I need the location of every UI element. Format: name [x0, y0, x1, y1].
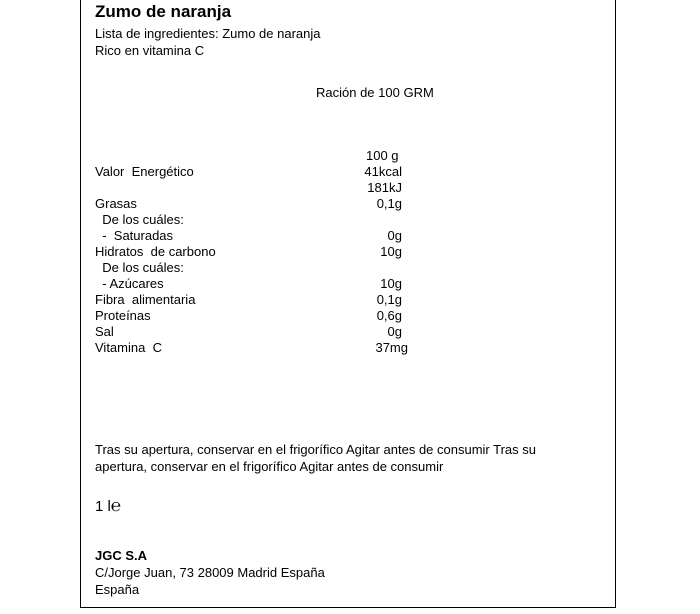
row-value-protein: 0,6g [376, 308, 402, 323]
net-quantity [95, 496, 121, 516]
row-value-vitamin-c: 37mg [375, 340, 408, 355]
row-label-saturated: - Saturadas [95, 228, 174, 243]
serving-size: Ración de 100 GRM [316, 85, 434, 100]
storage-instructions: Tras su apertura, conservar en el frigorífico Agitar antes de consumir Tras su apertura, conservar en el frigorífico Agitar antes de consumir [95, 442, 536, 474]
row-value-energy-kj: 181kJ [367, 180, 402, 195]
row-label-protein: Proteínas [95, 308, 151, 323]
row-value-sugars: 10g [380, 276, 402, 291]
row-label-sugars: - Azúcares [95, 276, 164, 291]
row-label-vitamin-c: Vitamina C [95, 340, 162, 355]
row-value-fat: 0,1g [376, 196, 402, 211]
row-label-fat: Grasas [95, 196, 137, 211]
row-label-carbs: Hidratos de carbono [95, 244, 216, 259]
estimated-sign-icon: ℮ [110, 496, 122, 515]
row-value-salt: 0g [387, 324, 402, 339]
ingredients-list: Lista de ingredientes: Zumo de naranja [95, 26, 321, 41]
row-value-saturated: 0g [387, 228, 402, 243]
row-value-carbs: 10g [380, 244, 402, 259]
quantity-value: 1 l [95, 498, 111, 515]
nutrition-claim: Rico en vitamina C [95, 43, 205, 58]
row-label-energy: Valor Energético [95, 164, 194, 179]
row-value-fibre: 0,1g [376, 292, 402, 307]
row-label-fibre: Fibra alimentaria [95, 292, 196, 307]
row-value-energy-kcal: 41kcal [364, 164, 402, 179]
row-label-of-which: De los cuáles: [95, 212, 184, 227]
company-address: C/Jorge Juan, 73 28009 Madrid España [95, 565, 325, 580]
row-label-of-which-2: De los cuáles: [95, 260, 184, 275]
row-label-salt: Sal [95, 324, 114, 339]
product-title: Zumo de naranja [95, 2, 232, 21]
company-name: JGC S.A [95, 548, 148, 563]
company-country: España [95, 582, 140, 597]
column-header: 100 g [366, 148, 399, 163]
